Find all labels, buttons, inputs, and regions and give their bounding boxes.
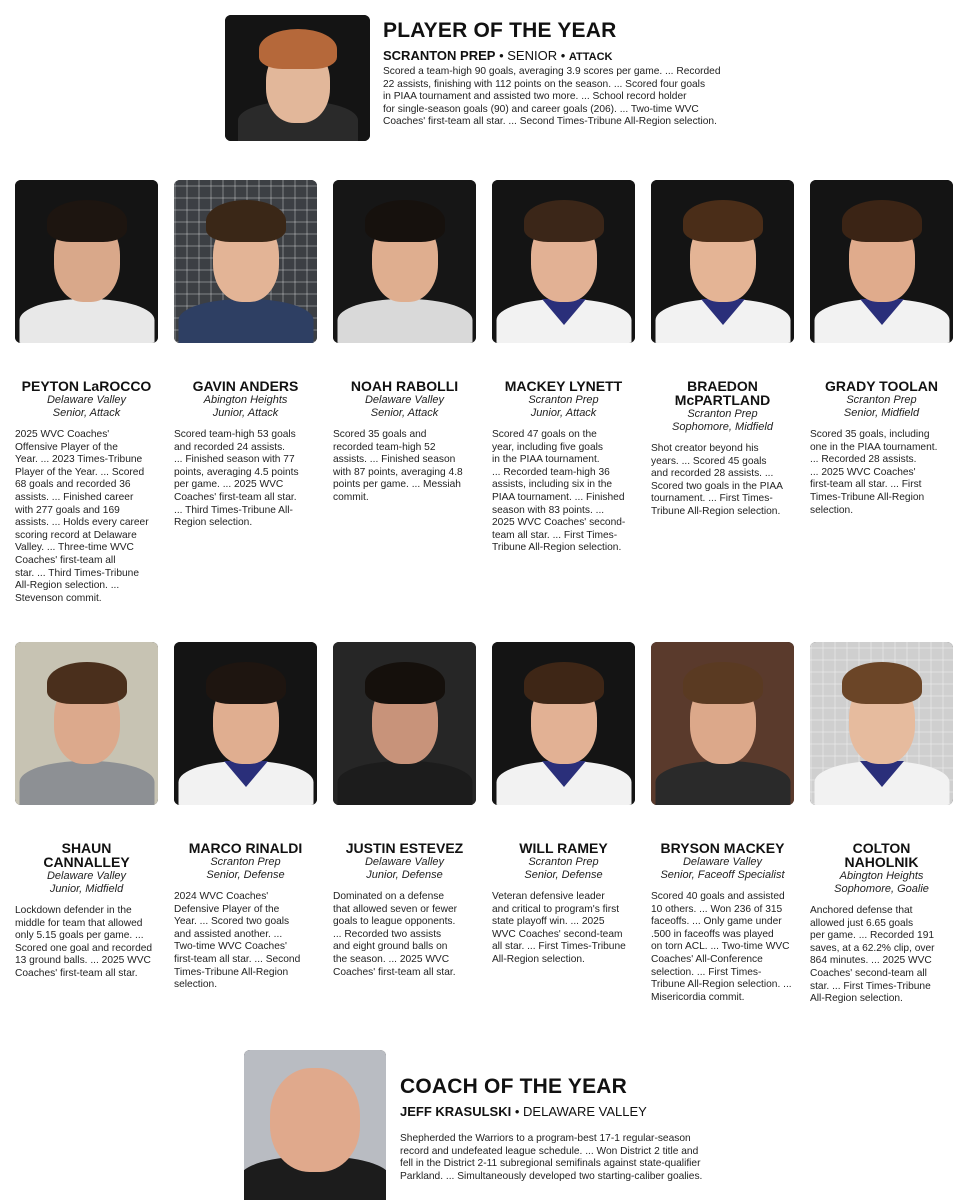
bio-line: the season. ... 2025 WVC — [333, 953, 450, 965]
bio-line: WVC Coaches' second-team — [492, 928, 623, 940]
player-class-position: Senior, Defense — [206, 868, 285, 881]
player-class-position: Senior, Midfield — [843, 406, 920, 419]
coach-school: DELAWARE VALLEY — [523, 1104, 647, 1119]
bio-line: Shepherded the Warriors to a program-best 17-1 regular-season — [400, 1133, 691, 1144]
bio-line: ... 2025 WVC Coaches' — [810, 466, 916, 478]
player-photo — [492, 642, 635, 805]
player-school-name: Scranton Prep — [528, 856, 599, 868]
bio-line: All-Region selection. — [810, 993, 903, 1005]
bio-line: assists. ... Finished season — [333, 454, 456, 466]
bio-line: PIAA tournament. ... Finished — [492, 491, 625, 503]
player-class-position: Junior, Midfield — [49, 882, 124, 895]
bio-line: Scored 47 goals on the — [492, 429, 597, 440]
player-bio — [810, 905, 957, 1006]
bio-line: Coaches' second-team all — [810, 967, 927, 979]
bio-line: Times-Tribune All-Region — [174, 966, 289, 978]
player-photo — [651, 180, 794, 343]
separator: • — [514, 1104, 520, 1119]
player-photo — [333, 180, 476, 343]
coach-name: JEFF KRASULSKI — [400, 1104, 512, 1119]
bio-line: Offensive Player of the — [15, 441, 118, 453]
player-class-position: Senior, Defense — [524, 868, 603, 881]
bio-line: scoring record at Delaware — [15, 529, 137, 541]
player-name-line: MARCO RINALDI — [188, 840, 303, 856]
bio-line: Defensive Player of the — [174, 903, 280, 915]
player-bio — [174, 429, 321, 530]
bio-line: saves, at a 62.2% clip, over — [810, 942, 935, 954]
bio-line: Anchored defense that — [810, 905, 913, 916]
bio-line: 68 goals and recorded 36 — [15, 479, 131, 491]
bio-line: ... Finished season with 77 — [174, 454, 295, 466]
player-school-name: Scranton Prep — [687, 408, 758, 420]
player-school — [802, 394, 961, 419]
player-school — [643, 408, 802, 433]
player-school — [802, 870, 961, 895]
bio-line: Valley. ... Three-time WVC — [15, 542, 134, 554]
player-photo — [492, 180, 635, 343]
player-bio — [492, 429, 639, 555]
bio-line: goals to league opponents. — [333, 916, 456, 928]
player-school — [325, 394, 484, 419]
bio-line: star. ... First Times-Tribune — [810, 980, 931, 992]
bio-line: recorded team-high 52 — [333, 441, 436, 453]
bio-line: and recorded 24 assists. — [174, 441, 285, 453]
player-class-position: Junior, Attack — [530, 406, 597, 419]
player-bio — [333, 891, 480, 979]
player-name-line: BRYSON MACKEY — [660, 840, 785, 856]
bio-line: ... Recorded 28 assists. — [810, 454, 917, 466]
player-name-line: MACKEY LYNETT — [504, 378, 623, 394]
player-name — [166, 841, 325, 855]
bio-line: allowed just 6.65 goals — [810, 917, 914, 929]
player-school — [7, 394, 166, 419]
player-class-position: Senior, Faceoff Specialist — [660, 868, 785, 881]
player-bio — [15, 429, 162, 605]
player-class-position: Sophomore, Midfield — [672, 420, 773, 433]
bio-line: assists. ... Finished career — [15, 491, 134, 503]
bio-line: in PIAA tournament and assisted two more. ... School record holder — [383, 91, 687, 103]
player-photo — [15, 180, 158, 343]
player-name — [643, 379, 802, 407]
player-school-name: Scranton Prep — [210, 856, 281, 868]
player-name-line: NAHOLNIK — [844, 854, 919, 870]
bio-line: Dominated on a defense — [333, 891, 445, 902]
bio-line: in the PIAA tournament. — [492, 454, 600, 466]
bio-line: selection. — [810, 504, 854, 516]
bio-line: per game. ... 2025 WVC — [174, 479, 284, 491]
player-of-year-heading: PLAYER OF THE YEAR — [383, 19, 617, 42]
player-name-line: CANNALLEY — [43, 854, 130, 870]
bio-line: Tribune All-Region selection. — [492, 542, 622, 554]
bio-line: ... Recorded two assists — [333, 928, 442, 940]
player-school-name: Abington Heights — [203, 394, 288, 406]
player-name-line: COLTON — [852, 840, 911, 856]
bio-line: ... Third Times-Tribune All- — [174, 504, 293, 516]
bio-line: Tribune All-Region selection. — [651, 505, 781, 517]
bio-line: 10 others. ... Won 236 of 315 — [651, 903, 783, 915]
player-name — [7, 379, 166, 393]
bio-line: Scored 35 goals, including — [810, 429, 930, 440]
bio-line: Lockdown defender in the — [15, 905, 132, 916]
bio-line: ... Recorded team-high 36 — [492, 466, 610, 478]
bio-line: 2025 WVC Coaches' — [15, 429, 110, 440]
coach-of-year-bio — [400, 1133, 740, 1183]
separator: • — [499, 48, 504, 63]
bio-line: Region selection. — [174, 517, 253, 529]
bio-line: first-team all star. ... First — [810, 479, 922, 491]
player-school-name: Scranton Prep — [846, 394, 917, 406]
bio-line: season with 83 points. ... — [492, 504, 605, 516]
player-name — [802, 379, 961, 393]
player-school-name: Delaware Valley — [364, 394, 445, 406]
player-of-year-bio — [383, 66, 763, 129]
bio-line: Parkland. ... Simultaneously developed two starting-caliber goalies. — [400, 1170, 703, 1182]
bio-line: Shot creator beyond his — [651, 443, 759, 454]
bio-line: and eight ground balls on — [333, 941, 448, 953]
player-name — [802, 841, 961, 869]
player-bio — [15, 905, 162, 981]
bio-line: Scored two goals in the PIAA — [651, 480, 783, 492]
bio-line: Tribune All-Region selection. ... — [651, 979, 792, 991]
player-bio — [651, 891, 798, 1004]
player-school-name: Scranton Prep — [528, 394, 599, 406]
bio-line: years. ... Scored 45 goals — [651, 455, 767, 467]
coach-of-year-subheading — [400, 1104, 647, 1119]
player-of-year-photo — [225, 15, 370, 141]
coach-of-year-photo — [244, 1050, 386, 1200]
player-school-name: Abington Heights — [839, 870, 924, 882]
player-school — [166, 856, 325, 881]
player-bio — [333, 429, 480, 505]
bio-line: Coaches' first-team all star. ... Second Times-Tribune All-Region selection. — [383, 116, 717, 128]
bio-line: Scored 35 goals and — [333, 429, 427, 440]
bio-line: and critical to program's first — [492, 903, 620, 915]
player-photo — [333, 642, 476, 805]
bio-line: assists. ... Holds every career — [15, 517, 149, 529]
player-class-position: Junior, Defense — [366, 868, 443, 881]
bio-line: Scored a team-high 90 goals, averaging 3.9 scores per game. ... Recorded — [383, 66, 721, 77]
player-bio — [174, 891, 321, 992]
bio-line: points, averaging 4.5 points — [174, 466, 299, 478]
bio-line: fell in the District 2-11 subregional semifinals against state-qualifier — [400, 1158, 701, 1170]
player-school — [325, 856, 484, 881]
bio-line: Coaches' first-team all star. — [333, 966, 456, 978]
bio-line: All-Region selection. — [492, 953, 585, 965]
player-name — [325, 841, 484, 855]
player-name — [484, 379, 643, 393]
bio-line: and assisted another. ... — [174, 928, 283, 940]
player-name — [7, 841, 166, 869]
player-of-year-year: SENIOR — [507, 48, 558, 63]
bio-line: Player of the Year. ... Scored — [15, 466, 145, 478]
bio-line: that allowed seven or fewer — [333, 903, 458, 915]
player-name — [166, 379, 325, 393]
bio-line: assists, including six in the — [492, 479, 613, 491]
player-bio — [651, 443, 798, 519]
bio-line: star. ... Third Times-Tribune — [15, 567, 139, 579]
player-name — [325, 379, 484, 393]
bio-line: commit. — [333, 491, 369, 503]
bio-line: year, including five goals — [492, 441, 603, 453]
bio-line: Veteran defensive leader — [492, 891, 605, 902]
bio-line: with 277 goals and 169 — [15, 504, 120, 516]
bio-line: Two-time WVC Coaches' — [174, 941, 287, 953]
bio-line: Coaches' first-team all star. — [15, 967, 138, 979]
bio-line: 2025 WVC Coaches' second- — [492, 517, 626, 529]
bio-line: only 5.15 goals per game. ... — [15, 930, 144, 942]
bio-line: Scored 40 goals and assisted — [651, 891, 785, 902]
bio-line: Times-Tribune All-Region — [810, 491, 925, 503]
bio-line: state playoff win. ... 2025 — [492, 916, 605, 928]
bio-line: and recorded 28 assists. ... — [651, 468, 774, 480]
bio-line: Misericordia commit. — [651, 991, 745, 1003]
bio-line: Scored team-high 53 goals — [174, 429, 296, 440]
player-name-line: GAVIN ANDERS — [192, 378, 299, 394]
player-of-year-position: ATTACK — [568, 51, 613, 63]
player-school — [484, 856, 643, 881]
separator: • — [560, 48, 566, 63]
bio-line: .500 in faceoffs was played — [651, 928, 774, 940]
bio-line: selection. — [174, 979, 218, 991]
bio-line: Coaches' first-team all star. — [174, 491, 297, 503]
coach-of-year-heading: COACH OF THE YEAR — [400, 1075, 628, 1098]
bio-line: 22 assists, finishing with 112 points on the season. ... Scored four goals — [383, 78, 706, 90]
player-photo — [174, 180, 317, 343]
player-school-name: Delaware Valley — [46, 394, 127, 406]
bio-line: with 87 points, averaging 4.8 — [333, 466, 463, 478]
bio-line: Year. ... 2023 Times-Tribune — [15, 454, 143, 466]
bio-line: record and undefeated league schedule. ... Won District 2 title and — [400, 1145, 699, 1157]
player-name-line: NOAH RABOLLI — [350, 378, 459, 394]
bio-line: points per game. ... Messiah — [333, 479, 461, 491]
bio-line: first-team all star. ... Second — [174, 953, 301, 965]
bio-line: 864 minutes. ... 2025 WVC — [810, 955, 932, 967]
bio-line: faceoffs. ... Only game under — [651, 916, 782, 928]
player-name — [484, 841, 643, 855]
bio-line: Stevenson commit. — [15, 592, 102, 604]
bio-line: middle for team that allowed — [15, 917, 143, 929]
player-photo — [15, 642, 158, 805]
bio-line: all star. ... First Times-Tribune — [492, 941, 626, 953]
player-of-year-subheading — [383, 48, 613, 63]
player-name-line: PEYTON LaROCCO — [21, 378, 152, 394]
player-name — [643, 841, 802, 855]
player-bio — [810, 429, 957, 517]
bio-line: Year. ... Scored two goals — [174, 916, 290, 928]
player-of-year-school: SCRANTON PREP — [383, 48, 496, 63]
bio-line: team all star. ... First Times- — [492, 529, 618, 541]
bio-line: All-Region selection. ... — [15, 580, 120, 592]
bio-line: tournament. ... First Times- — [651, 493, 773, 505]
bio-line: Coaches' first-team all — [15, 554, 116, 566]
player-photo — [810, 180, 953, 343]
player-photo — [810, 642, 953, 805]
player-bio — [492, 891, 639, 967]
player-school-name: Delaware Valley — [682, 856, 763, 868]
bio-line: Scored one goal and recorded — [15, 942, 153, 954]
bio-line: on torn ACL. ... Two-time WVC — [651, 941, 790, 953]
player-class-position: Senior, Attack — [52, 406, 121, 419]
player-name-line: SHAUN — [61, 840, 112, 856]
player-school — [166, 394, 325, 419]
player-name-line: JUSTIN ESTEVEZ — [345, 840, 464, 856]
bio-line: selection. ... First Times- — [651, 966, 762, 978]
player-class-position: Senior, Attack — [370, 406, 439, 419]
bio-line: Coaches' All-Conference — [651, 953, 763, 965]
player-name-line: GRADY TOOLAN — [824, 378, 939, 394]
bio-line: per game. ... Recorded 191 — [810, 930, 935, 942]
bio-line: 2024 WVC Coaches' — [174, 891, 269, 902]
player-name-line: McPARTLAND — [674, 392, 771, 408]
player-school — [643, 856, 802, 881]
bio-line: for single-season goals (90) and career goals (206). ... Two-time WVC — [383, 103, 699, 115]
player-photo — [651, 642, 794, 805]
player-name-line: BRAEDON — [687, 378, 758, 394]
player-school — [7, 870, 166, 895]
player-class-position: Junior, Attack — [212, 406, 279, 419]
player-name-line: WILL RAMEY — [519, 840, 608, 856]
player-school-name: Delaware Valley — [46, 870, 127, 882]
player-school — [484, 394, 643, 419]
player-school-name: Delaware Valley — [364, 856, 445, 868]
bio-line: 13 ground balls. ... 2025 WVC — [15, 955, 151, 967]
player-photo — [174, 642, 317, 805]
bio-line: one in the PIAA tournament. — [810, 441, 938, 453]
player-class-position: Sophomore, Goalie — [834, 882, 929, 895]
